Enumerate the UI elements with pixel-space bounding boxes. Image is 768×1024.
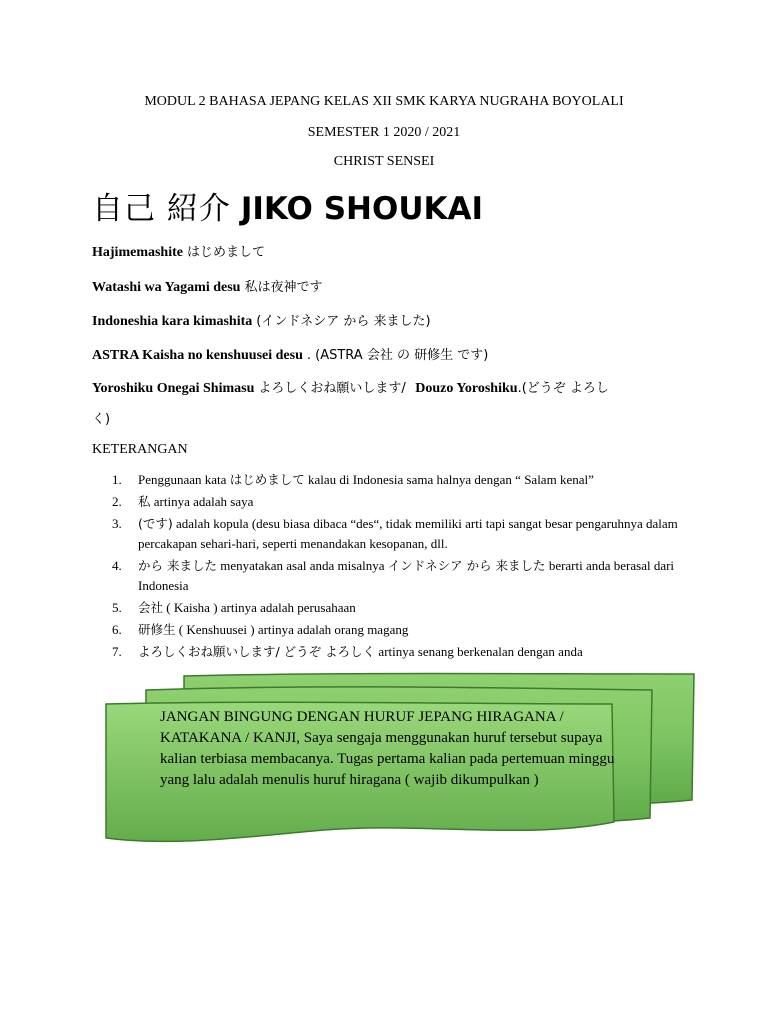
item-japanese: はじめまして — [229, 472, 305, 487]
intro-line — [92, 377, 609, 397]
list-item — [112, 470, 678, 490]
item-text: menyatakan asal anda misalnya — [216, 558, 388, 573]
intro-japanese: . (ASTRA 会社 の 研修生 です) — [306, 348, 489, 363]
keterangan-heading: KETERANGAN — [92, 442, 188, 457]
item-text: artinya adalah saya — [150, 494, 254, 509]
item-japanese: 私 — [138, 494, 151, 509]
item-text: kalau di Indonesia sama halnya dengan “ Salam kenal” — [304, 472, 594, 487]
item-text: ( Kenshuusei ) artinya adalah orang magang — [175, 622, 409, 637]
list-number: 4. — [112, 558, 122, 573]
intro-japanese: (インドネシア から 来ました) — [256, 314, 431, 329]
intro-romaji: ASTRA Kaisha no kenshuusei desu — [92, 348, 303, 363]
list-item — [112, 514, 678, 554]
intro-japanese: よろしくおね願いします/ — [258, 381, 406, 396]
list-item — [112, 642, 678, 662]
list-item — [112, 620, 678, 640]
item-japanese: よろしくおね願いします/ どうぞ よろしく — [138, 644, 376, 659]
item-text: artinya senang berkenalan dengan anda — [375, 644, 583, 659]
intro-japanese-2: .(どうぞ よろし — [517, 381, 609, 396]
intro-romaji-2: Douzo Yoroshiku — [415, 381, 518, 396]
intro-line — [92, 241, 265, 261]
item-text: adalah kopula (desu biasa dibaca “des“, tidak memiliki arti tapi sangat besar pengaruhnya dalam percakapan sehari-hari, seperti menandakan kesopanan, dll. — [138, 516, 678, 551]
page-title — [92, 183, 483, 228]
item-japanese: から 来ました — [138, 558, 217, 573]
intro-japanese: 私は夜神です — [244, 280, 323, 295]
list-item — [112, 556, 678, 596]
intro-romaji: Hajimemashite — [92, 245, 183, 260]
title-kanji: 自己 紹介 — [92, 191, 231, 227]
intro-romaji: Watashi wa Yagami desu — [92, 280, 241, 295]
banner-caps: JANGAN BINGUNG DENGAN HURUF JEPANG HIRAGANA / KATAKANA / KANJI, — [160, 709, 564, 746]
teacher-name: CHRIST SENSEI — [333, 154, 435, 169]
banner-text — [160, 707, 630, 791]
semester-line: SEMESTER 1 2020 / 2021 — [307, 125, 461, 140]
intro-japanese: はじめまして — [186, 245, 265, 260]
keterangan-list — [112, 470, 678, 664]
list-number: 6. — [112, 622, 122, 637]
list-number: 7. — [112, 644, 122, 659]
intro-line — [92, 344, 488, 364]
list-item — [112, 598, 678, 618]
list-number: 5. — [112, 600, 122, 615]
banner-body: Saya sengaja menggunakan huruf tersebut supaya kalian terbiasa membacanya. Tugas pertama kalian pada pertemuan minggu yang lalu adalah menulis huruf hiragana ( wajib dikumpulkan ) — [160, 730, 615, 788]
intro-romaji: Yoroshiku Onegai Shimasu — [92, 381, 255, 396]
intro-romaji: Indoneshia kara kimashita — [92, 314, 253, 329]
item-text: ( Kaisha ) artinya adalah perusahaan — [163, 600, 356, 615]
list-item — [112, 492, 678, 512]
intro-japanese-3: く) — [92, 412, 111, 427]
item-text: Penggunaan kata — [138, 472, 230, 487]
item-japanese: (です) — [138, 516, 173, 531]
module-title: MODUL 2 BAHASA JEPANG KELAS XII SMK KARYA NUGRAHA BOYOLALI — [144, 94, 624, 109]
intro-line-continued — [92, 408, 110, 428]
item-text-2: berarti anda berasal dari Indonesia — [138, 558, 675, 593]
item-japanese: 研修生 — [138, 622, 176, 637]
list-number: 3. — [112, 516, 122, 531]
list-number: 2. — [112, 494, 122, 509]
title-romaji: JIKO SHOUKAI — [240, 191, 484, 227]
list-number: 1. — [112, 472, 122, 487]
intro-line — [92, 310, 431, 330]
item-japanese-2: インドネシア から 来ました — [387, 558, 546, 573]
item-japanese: 会社 — [138, 600, 164, 615]
intro-line — [92, 276, 322, 296]
